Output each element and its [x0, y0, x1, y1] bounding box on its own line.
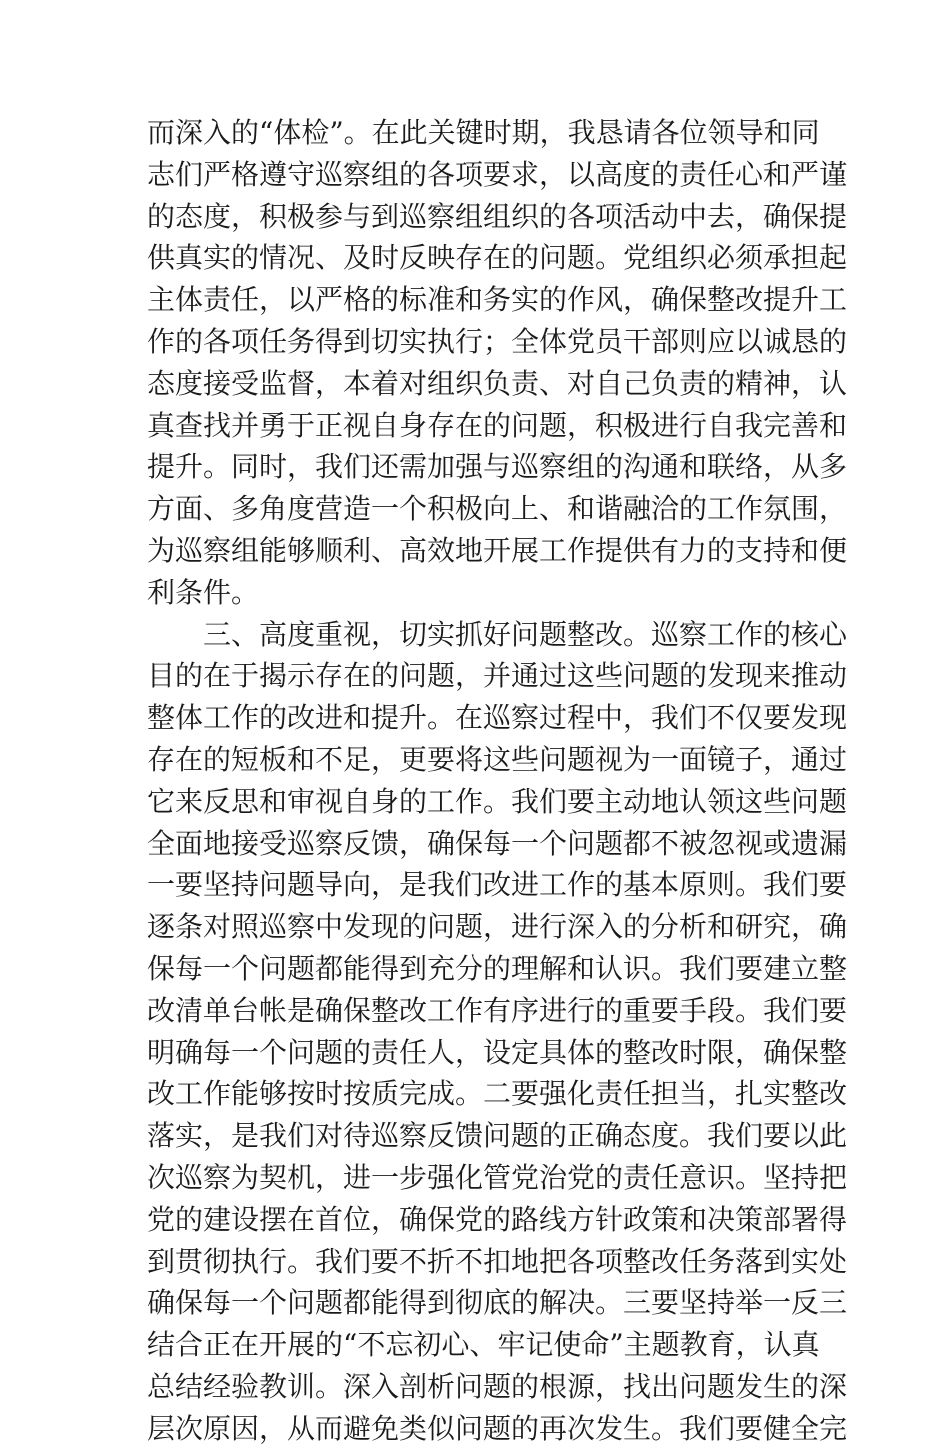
text-line: 志们严格遵守巡察组的各项要求，以高度的责任心和严谨 — [147, 157, 848, 191]
text-line: 方面、多角度营造一个积极向上、和谐融洽的工作氛围， — [147, 492, 848, 526]
body-text — [147, 112, 848, 1450]
text-line: 而深入的“体检”。在此关键时期，我恳请各位领导和同 — [147, 116, 820, 149]
text-line: 党的建设摆在首位，确保党的路线方针政策和决策部署得 — [147, 1202, 848, 1236]
text-line: 层次原因，从而避免类似问题的再次发生。我们要健全完 — [147, 1411, 848, 1445]
text-line: 为巡察组能够顺利、高效地开展工作提供有力的支持和便 — [147, 533, 848, 567]
text-line: 作的各项任务得到切实执行；全体党员干部则应以诚恳的 — [147, 324, 848, 358]
text-line: 结合正在开展的“不忘初心、牢记使命”主题教育，认真 — [147, 1328, 820, 1362]
text-line: 确保每一个问题都能得到彻底的解决。三要坚持举一反三 — [147, 1286, 848, 1320]
text-line: 供真实的情况、及时反映存在的问题。党组织必须承担起 — [147, 241, 848, 275]
text-line: 改工作能够按时按质完成。二要强化责任担当，扎实整改 — [147, 1077, 848, 1111]
text-line: 改清单台帐是确保整改工作有序进行的重要手段。我们要 — [147, 993, 848, 1027]
text-line: 次巡察为契机，进一步强化管党治党的责任意识。坚持把 — [147, 1160, 848, 1194]
text-line: 利条件。 — [147, 575, 260, 609]
text-line: 目的在于揭示存在的问题，并通过这些问题的发现来推动 — [147, 659, 848, 693]
paragraph-section-three — [147, 614, 848, 1450]
text-line: 落实，是我们对待巡察反馈问题的正确态度。我们要以此 — [147, 1119, 848, 1153]
section-heading-line: 三、高度重视，切实抓好问题整改。巡察工作的核心 — [147, 617, 848, 651]
text-line: 整体工作的改进和提升。在巡察过程中，我们不仅要发现 — [147, 701, 848, 735]
text-line: 全面地接受巡察反馈，确保每一个问题都不被忽视或遗漏 — [147, 826, 848, 860]
text-line: 逐条对照巡察中发现的问题，进行深入的分析和研究，确 — [147, 910, 848, 944]
text-line: 态度接受监督，本着对组织负责、对自己负责的精神，认 — [147, 366, 848, 400]
text-line: 真查找并勇于正视自身存在的问题，积极进行自我完善和 — [147, 408, 848, 442]
text-line: 明确每一个问题的责任人，设定具体的整改时限，确保整 — [147, 1035, 848, 1069]
text-line: 总结经验教训。深入剖析问题的根源，找出问题发生的深 — [147, 1369, 848, 1403]
text-line: 它来反思和审视自身的工作。我们要主动地认领这些问题 — [147, 784, 848, 818]
text-line: 保每一个问题都能得到充分的理解和认识。我们要建立整 — [147, 951, 848, 985]
text-line: 的态度，积极参与到巡察组组织的各项活动中去，确保提 — [147, 199, 848, 233]
text-line: 一要坚持问题导向，是我们改进工作的基本原则。我们要 — [147, 868, 848, 902]
paragraph-continuation — [147, 112, 848, 614]
text-line: 到贯彻执行。我们要不折不扣地把各项整改任务落到实处 — [147, 1244, 848, 1278]
text-line: 提升。同时，我们还需加强与巡察组的沟通和联络，从多 — [147, 450, 848, 484]
text-line: 存在的短板和不足，更要将这些问题视为一面镜子，通过 — [147, 742, 848, 776]
text-line: 主体责任，以严格的标准和务实的作风，确保整改提升工 — [147, 283, 848, 317]
